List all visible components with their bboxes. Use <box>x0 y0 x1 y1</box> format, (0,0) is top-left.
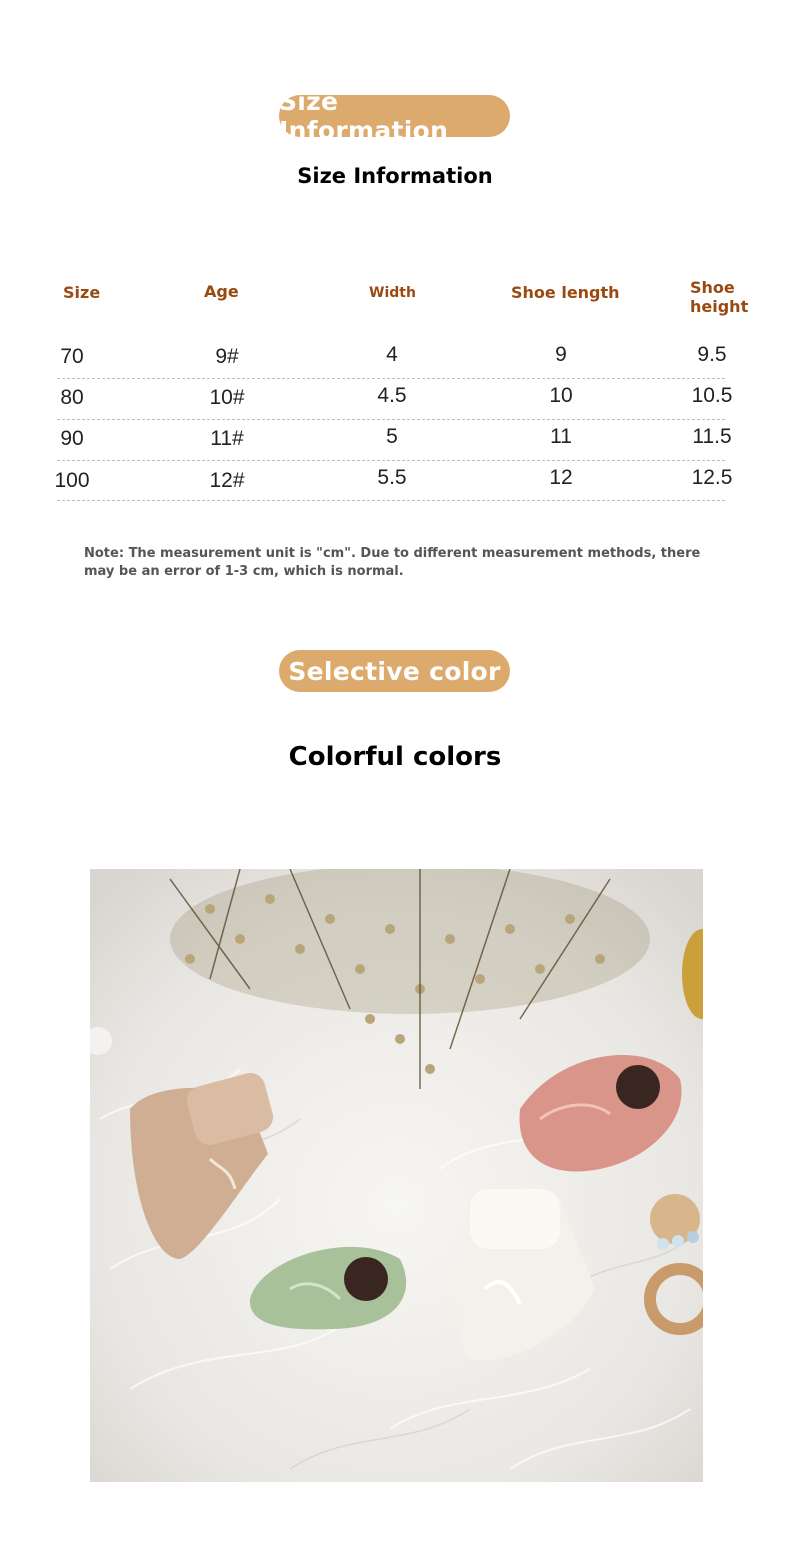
table-cell-age: 12# <box>209 469 245 492</box>
table-cell-height: 10.5 <box>691 384 733 407</box>
size-info-badge: Size Information <box>279 95 510 137</box>
table-row-divider <box>57 460 725 461</box>
measurement-note: Note: The measurement unit is "cm". Due to different measurement methods, there may be an error of 1-3 cm, which is normal. <box>84 546 701 579</box>
table-cell-height: 9.5 <box>697 343 727 366</box>
table-cell-length: 11 <box>550 425 572 448</box>
header-shoe-height: Shoe height <box>690 278 749 316</box>
table-cell-height: 11.5 <box>692 425 732 448</box>
header-size: Size <box>63 283 101 302</box>
header-age: Age <box>204 282 239 301</box>
size-info-subtitle: Size Information <box>297 164 493 188</box>
table-row-divider <box>57 378 725 379</box>
selective-color-badge: Selective color <box>279 650 510 692</box>
table-cell-width: 5 <box>386 425 398 448</box>
product-photo <box>90 869 703 1482</box>
product-photo-illustration <box>90 869 703 1482</box>
header-shoe-length: Shoe length <box>511 283 620 302</box>
table-cell-age: 10# <box>209 386 245 409</box>
table-cell-width: 5.5 <box>377 466 407 489</box>
table-cell-length: 12 <box>549 466 573 489</box>
table-row-divider <box>57 500 725 501</box>
table-cell-age: 9# <box>215 345 239 368</box>
table-cell-age: 11# <box>210 427 244 450</box>
table-row-divider <box>57 419 725 420</box>
header-width: Width <box>369 285 416 301</box>
colorful-colors-subtitle: Colorful colors <box>288 742 502 772</box>
table-cell-height: 12.5 <box>691 466 733 489</box>
table-cell-length: 9 <box>555 343 567 366</box>
table-cell-size: 100 <box>54 469 90 492</box>
table-cell-width: 4.5 <box>377 384 407 407</box>
table-cell-size: 80 <box>60 386 84 409</box>
table-cell-length: 10 <box>549 384 573 407</box>
table-cell-size: 90 <box>60 427 84 450</box>
table-cell-width: 4 <box>386 343 398 366</box>
table-cell-size: 70 <box>60 345 84 368</box>
